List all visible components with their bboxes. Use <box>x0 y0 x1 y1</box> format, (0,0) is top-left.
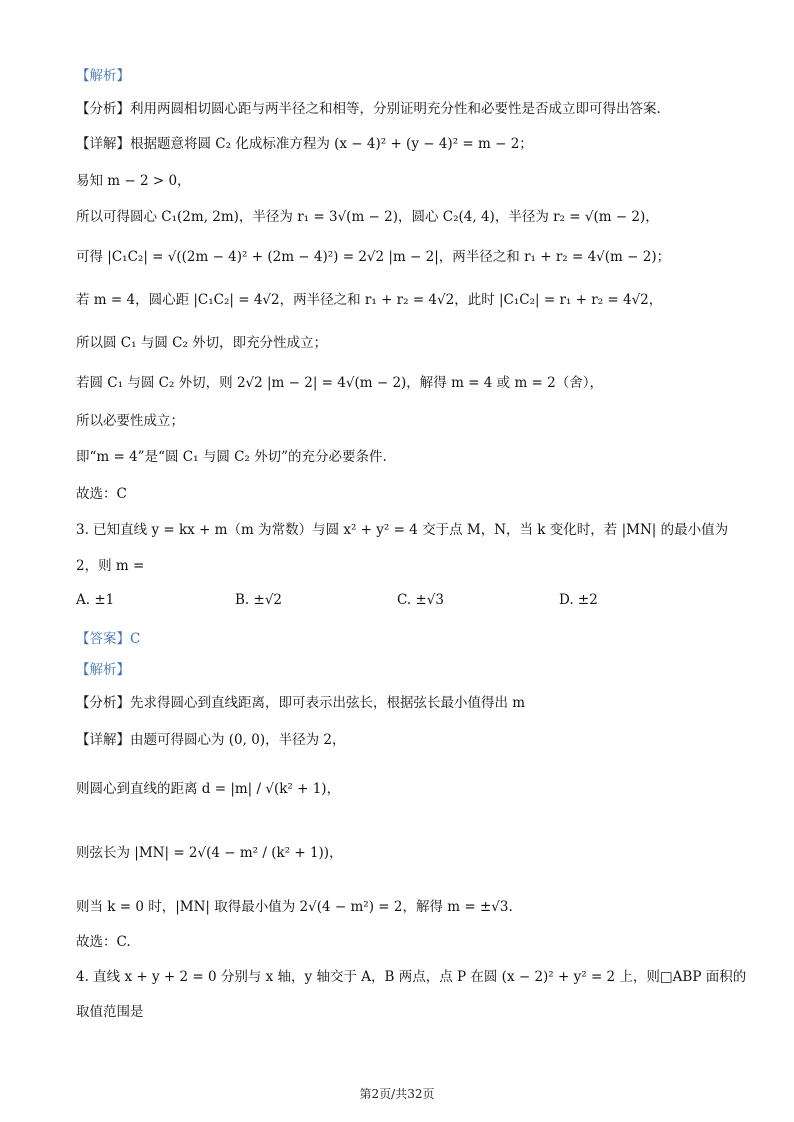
solution-step: 所以可得圆心 C₁(2m, 2m)，半径为 r₁ = 3√(m − 2)，圆心 C₂(4, 4)，半径为 r₂ = √(m − 2)， <box>76 209 659 225</box>
option-c: C. ±√3 <box>397 592 444 608</box>
solution-step: 【详解】根据题意将圆 C₂ 化成标准方程为 (x − 4)² + (y − 4)² = m − 2； <box>76 136 533 152</box>
solution-step: 所以圆 C₁ 与圆 C₂ 外切，即充分性成立； <box>76 335 328 351</box>
solution-step: 则当 k = 0 时，|MN| 取得最小值为 2√(4 − m²) = 2，解得 m = ±√3. <box>76 899 513 915</box>
solution-step: 则圆心到直线的距离 d = |m| / √(k² + 1)， <box>76 781 341 797</box>
solution-step: 所以必要性成立； <box>76 413 184 429</box>
question-3-stem: 3. 已知直线 y = kx + m（m 为常数）与圆 x² + y² = 4 交于点 M，N，当 k 变化时，若 |MN| 的最小值为 <box>76 522 729 538</box>
question-4-stem: 取值范围是 <box>76 1004 144 1020</box>
analysis-summary: 【分析】利用两圆相切圆心距与两半径之和相等，分别证明充分性和必要性是否成立即可得出答案. <box>76 101 661 117</box>
analysis-summary: 【分析】先求得圆心到直线距离，即可表示出弦长，根据弦长最小值得出 m <box>76 695 526 711</box>
solution-step: 若 m = 4，圆心距 |C₁C₂| = 4√2，两半径之和 r₁ + r₂ = 4√2，此时 |C₁C₂| = r₁ + r₂ = 4√2， <box>76 292 663 308</box>
solution-step: 若圆 C₁ 与圆 C₂ 外切，则 2√2 |m − 2| = 4√(m − 2)，解得 m = 4 或 m = 2（舍）， <box>76 375 603 391</box>
solution-step: 【详解】由题可得圆心为 (0, 0)，半径为 2， <box>76 732 346 748</box>
option-b: B. ±√2 <box>235 592 283 608</box>
solution-step: 易知 m − 2 > 0， <box>76 173 191 189</box>
solution-conclusion: 即“m = 4”是“圆 C₁ 与圆 C₂ 外切”的充分必要条件. <box>76 449 387 465</box>
page-footer: 第2页/共32页 <box>359 1087 435 1101</box>
solution-step: 可得 |C₁C₂| = √((2m − 4)² + (2m − 4)²) = 2√2 |m − 2|，两半径之和 r₁ + r₂ = 4√(m − 2)； <box>76 249 671 265</box>
option-a: A. ±1 <box>76 592 115 608</box>
analysis-heading: 【解析】 <box>76 662 130 678</box>
answer-heading: 【答案】C <box>76 631 141 647</box>
solution-step: 则弦长为 |MN| = 2√(4 − m² / (k² + 1))， <box>76 845 343 861</box>
analysis-heading: 【解析】 <box>76 68 130 84</box>
question-4-stem: 4. 直线 x + y + 2 = 0 分别与 x 轴，y 轴交于 A，B 两点，点 P 在圆 (x − 2)² + y² = 2 上，则□ABP 面积的 <box>76 969 747 985</box>
option-d: D. ±2 <box>559 592 598 608</box>
answer-choice: 故选：C. <box>76 934 131 950</box>
answer-choice: 故选：C <box>76 486 127 502</box>
question-3-stem: 2，则 m = <box>76 558 145 574</box>
